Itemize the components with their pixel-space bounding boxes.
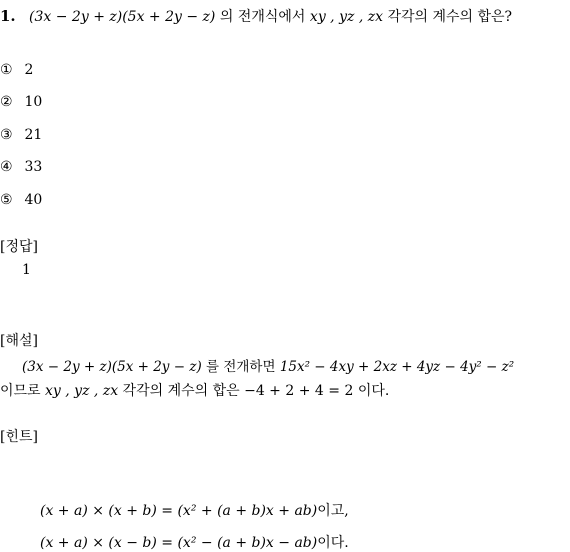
hint-formula-1 — [40, 500, 349, 520]
explanation-text: 각각의 계수의 합은 — [122, 383, 240, 399]
question-text: 의 전개식에서 — [219, 9, 306, 25]
hint-formula-2-suffix: 이다. — [317, 535, 349, 551]
explanation-prefix: 이므로 — [0, 383, 41, 399]
hint-formula-1-expr: (x + a) × (x + b) = (x² + (a + b)x + ab) — [40, 503, 318, 519]
explanation-result: 15x² − 4xy + 2xz + 4yz − 4y² − z² — [279, 359, 515, 375]
choice-1-value: 2 — [24, 62, 34, 78]
choice-3-value: 21 — [24, 127, 43, 143]
explanation-line-1 — [22, 355, 514, 375]
question-tail: 각각의 계수의 합은? — [387, 9, 513, 25]
hint-label: [힌트] — [0, 429, 38, 445]
choice-4-mark: ④ — [0, 159, 13, 175]
question-expression: (3x − 2y + z)(5x + 2y − z) — [29, 9, 216, 25]
choice-2-value: 10 — [24, 94, 43, 110]
choice-3[interactable] — [0, 127, 42, 143]
explanation-suffix: 이다. — [357, 383, 390, 399]
hint-formula-2-expr: (x + a) × (x − b) = (x² − (a + b)x − ab) — [40, 535, 318, 551]
choice-1[interactable] — [0, 62, 33, 78]
question-number: 1. — [0, 7, 16, 25]
explanation-line-2 — [0, 380, 389, 400]
choice-1-mark: ① — [0, 62, 13, 78]
explanation-expression: (3x − 2y + z)(5x + 2y − z) — [22, 359, 202, 375]
choice-4-value: 33 — [24, 159, 43, 175]
answer-label: [정답] — [0, 239, 38, 255]
hint-formula-2 — [40, 532, 349, 552]
choice-4[interactable] — [0, 159, 42, 175]
question-terms: xy , yz , zx — [309, 9, 383, 25]
choice-2[interactable] — [0, 94, 42, 110]
choice-5-mark: ⑤ — [0, 192, 13, 208]
choice-3-mark: ③ — [0, 127, 13, 143]
answer-value: 1 — [22, 262, 31, 278]
choice-2-mark: ② — [0, 94, 13, 110]
question-line — [0, 6, 512, 26]
choice-5[interactable] — [0, 192, 42, 208]
choice-5-value: 40 — [24, 192, 43, 208]
hint-formula-1-suffix: 이고, — [317, 503, 349, 519]
explanation-connector: 를 전개하면 — [206, 359, 276, 375]
explanation-label: [해설] — [0, 333, 38, 349]
explanation-calc: −4 + 2 + 4 = 2 — [244, 383, 354, 399]
explanation-terms: xy , yz , zx — [45, 383, 119, 399]
